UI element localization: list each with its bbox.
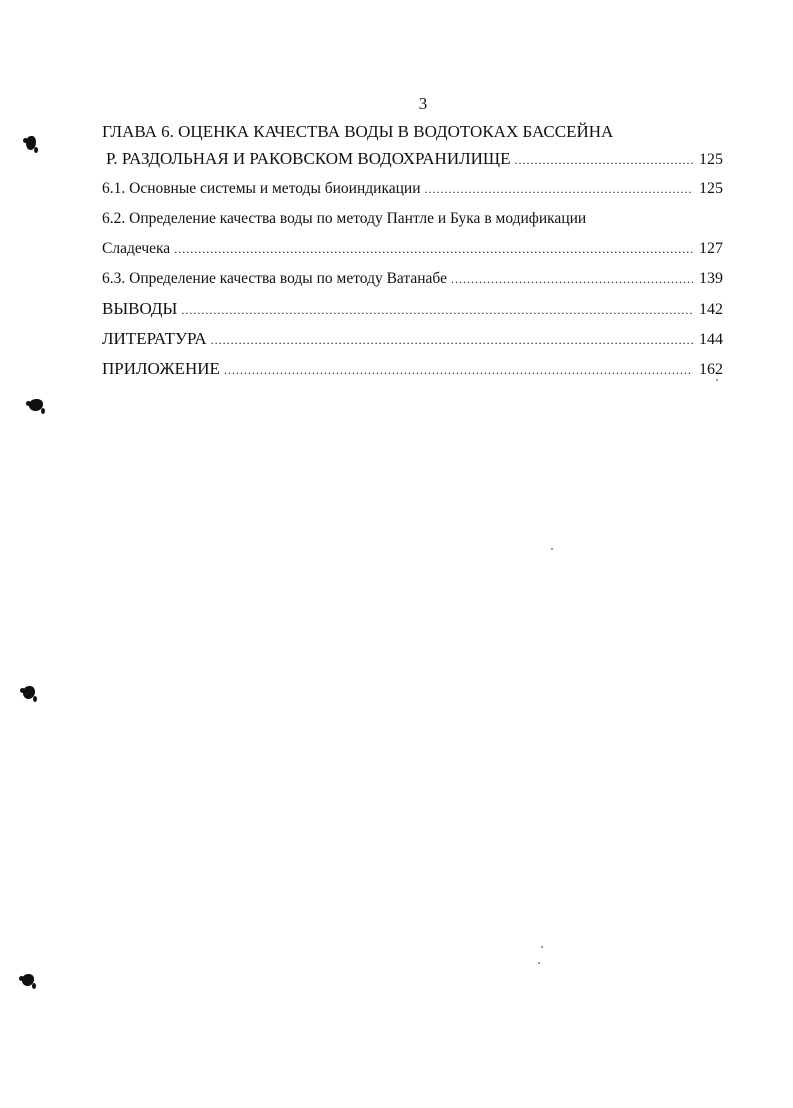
page-number: 3 [418,94,428,113]
toc-entry-chapter-6[interactable] [102,120,723,144]
toc-entry-6-3[interactable] [102,264,723,294]
toc-entry-appendix[interactable] [102,354,723,384]
toc-entry-title: 6.1. Основные системы и методы биоиндикации [102,180,421,197]
dot-leader [224,355,693,385]
scan-speck [551,548,553,550]
toc-entry-literature[interactable] [102,324,723,354]
binding-hole-mark [22,974,34,986]
scan-speck [541,946,543,948]
toc-entry-page: 162 [699,361,723,378]
dot-leader [211,325,693,355]
toc-entry-title: 6.2. Определение качества воды по методу Пантле и Бука в модификации [102,210,587,227]
toc-entry-page: 125 [699,151,723,168]
binding-hole-mark [29,399,43,411]
dot-leader [181,295,693,325]
toc-entry-title: 6.3. Определение качества воды по методу Ватанабе [102,270,447,287]
dot-leader [514,145,693,175]
binding-hole-mark [23,686,35,699]
toc-entry-conclusions[interactable] [102,294,723,324]
dot-leader [425,174,694,204]
toc-entry-6-1[interactable] [102,174,723,204]
toc-entry-page: 139 [699,270,723,287]
toc-entry-page: 125 [699,180,723,197]
toc-entry-title: ЛИТЕРАТУРА [102,329,207,348]
toc-entry-page: 144 [699,331,723,348]
toc-entry-title: ВЫВОДЫ [102,299,178,318]
toc-entry-title: ПРИЛОЖЕНИЕ [102,359,220,378]
toc-entry-chapter-6-continued[interactable] [102,144,723,174]
scan-speck [538,962,540,964]
toc-entry-title: ГЛАВА 6. ОЦЕНКА КАЧЕСТВА ВОДЫ В ВОДОТОКАХ БАССЕЙНА [102,122,614,141]
toc-entry-title: Сладечека [102,240,171,257]
dot-leader [451,264,693,294]
toc-entry-6-2[interactable] [102,204,723,234]
toc-entry-page: 127 [699,240,723,257]
scan-speck [716,379,718,381]
table-of-contents [102,120,723,384]
toc-entry-page: 142 [699,301,723,318]
toc-entry-6-2-continued[interactable] [102,234,723,264]
toc-entry-title: Р. РАЗДОЛЬНАЯ И РАКОВСКОМ ВОДОХРАНИЛИЩЕ [106,149,511,168]
binding-hole-mark [26,136,36,150]
dot-leader [174,234,693,264]
